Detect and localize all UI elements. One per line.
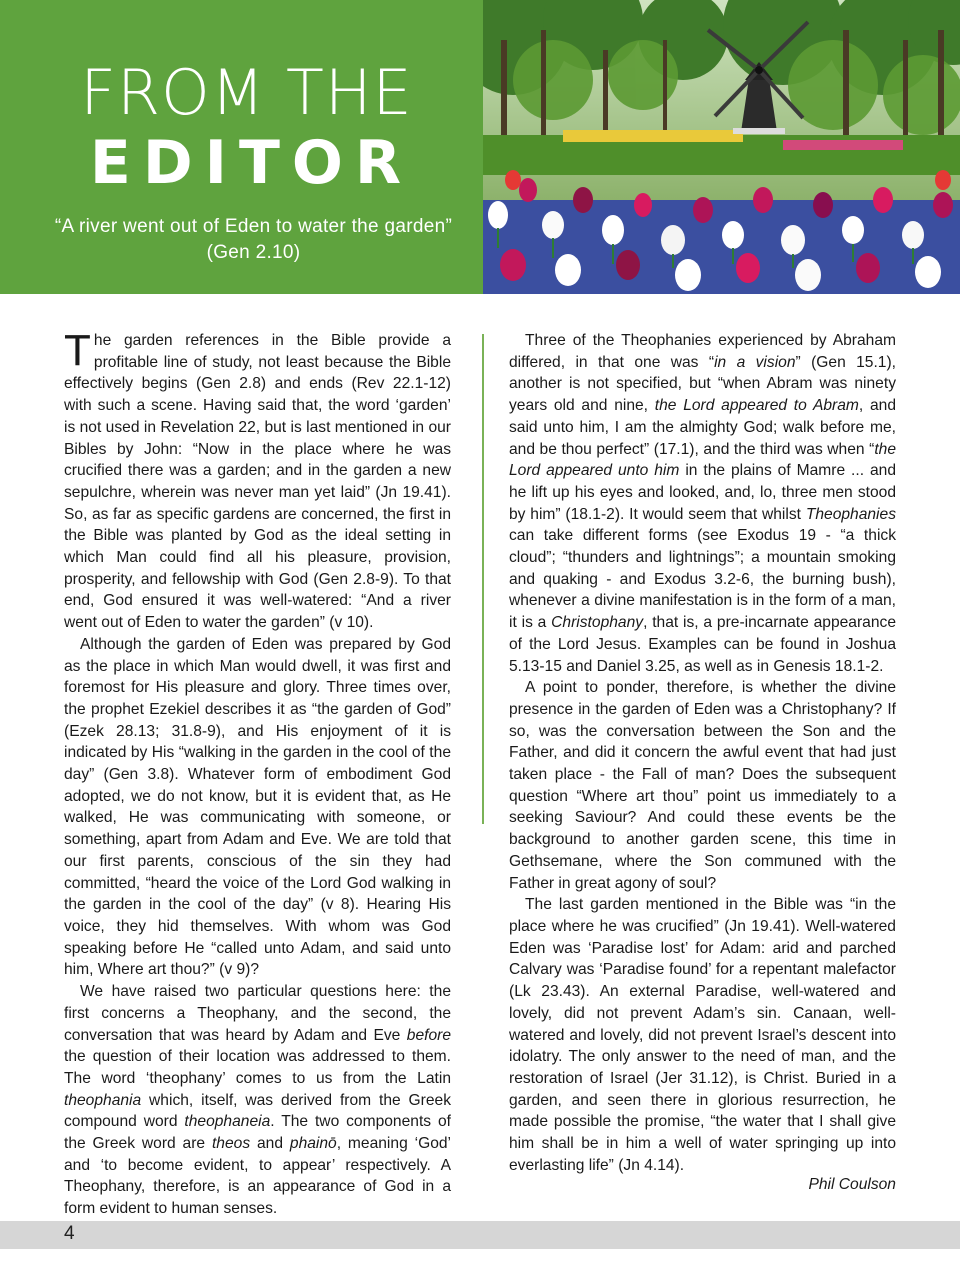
article-left-column xyxy=(64,326,452,1220)
paragraph: Three of the Theophanies experienced by Abraham differed, in that one was “in a vision” (Gen 15.1), another is not specified, but “when Abram was ninety years old and nine, the Lord appeared to Abram, and said unto him, I am the almighty God; walk before me, and be thou perfect” (17.1), and the third was when “the Lord appeared unto him in the plains of Mamre ... and he lift up his eyes and looked, and, lo, three men stood by him” (18.1-2). It would seem that whilst Theophanies can take different forms (see Exodus 19 - “a thick cloud”; “thunders and lightnings”; a mountain smoking and quaking - and Exodus 3.2-6, the burning bush), whenever a divine manifestation is in the form of a man, it is a Christophany, that is, a pre-incarnate appearance of the Lord Jesus. Examples can be found in Joshua 5.13-15 and Daniel 3.25, as well as in Genesis 18.1-2. xyxy=(509,332,897,675)
windmill-tulip-garden-icon xyxy=(483,0,960,294)
page-number: 4 xyxy=(64,1223,75,1244)
paragraph: We have raised two particular questions here: the first concerns a Theophany, and the second, the conversation that was heard by Adam and Eve before the question of their location was addressed to them. The word ‘theophany’ comes to us from the Latin theophania which, itself, was derived from the Greek compound word theophaneia. The two components of the Greek word are theos and phainō, meaning ‘God’ and ‘to become evident, to appear’ respectively. A Theophany, therefore, is an appearance of God in a form evident to human senses. xyxy=(64,983,452,1218)
paragraph: The garden references in the Bible provide a profitable line of study, not least because the Bible effectively begins (Gen 2.8) and ends (Rev 22.1-12) with such a scene. Having said that, the word ‘garden’ is not used in Revelation 22, but is last mentioned in our Bibles by John: “Now in the place where he was crucified there was a garden; and in the garden a new sepulchre, wherein was never man yet laid” (Jn 19.41). So, as far as specific gardens are concerned, the first in the Bible was planted by God as the ideal setting in which Man could find all his pleasure, provision, prosperity, and fellowship with God (Gen 2.8-9). To that end, God ensured it was well-watered: “And a river went out of Eden to water the garden” (v 10). xyxy=(64,326,451,632)
header-quote: “A river went out of Eden to water the garden” (Gen 2.10) xyxy=(54,216,453,263)
drop-cap: T xyxy=(64,326,91,375)
paragraph: A point to ponder, therefore, is whether the divine presence in the garden of Eden was a Christophany? If so, was the conversation between the Son and the Father, and did it concern the awful event that had just taken place - the Fall of man? Does the subsequent question “Where art thou” point us immediately to a seeking Saviour? And could these events be the background to another garden scene, this time in Gethsemane, where the Son communed with the Father in great agony of soul? xyxy=(509,679,896,892)
author-signature: Phil Coulson xyxy=(808,1176,896,1193)
column-divider xyxy=(482,334,484,824)
paragraph: Although the garden of Eden was prepared by God as the place in which Man would dwell, it was first and foremost for His pleasure and glory. Three times over, the prophet Ezekiel describes it as “the garden of God” (Ezek 28.13; 31.8-9), and His enjoyment of it is indicated by His “walking in the garden in the cool of the day” (Gen 3.8). Whatever form of embodiment God adopted, we do not know, but it is evident that, as He walked, He was communicating with someone, or something, apart from Adam and Eve. We are told that our first parents, conscious of the sin they had committed, “heard the voice of the Lord God walking in the garden in the cool of the day” (v 8). Hearing His voice, they hid themselves. With whom was God speaking before He “called unto Adam, and said unto him, Where art thou?” (v 9)? xyxy=(64,635,451,979)
header-title-line1: FROM THE xyxy=(80,56,413,129)
paragraph: The last garden mentioned in the Bible was “in the place where he was crucified” (Jn 19.41). Well-watered Eden was ‘Paradise lost’ for Adam: arid and parched Calvary was ‘Paradise found’ for a repentant malefactor (Lk 23.43). An external Paradise, well-watered and lovely, did not prevent Adam’s sin. Canaan, well-watered and lovely, did not prevent Israel’s descent into idolatry. The only answer to the need of man, and the restoration of Israel (Jer 31.12), is Christ. Buried in a garden, and seen there in glorious resurrection, he made possible the promise, “the water that I shall give him shall be in him a well of water springing up into everlasting life” (Jn 4.14). xyxy=(509,896,896,1174)
footer-bar xyxy=(0,1221,960,1249)
article-right-column xyxy=(509,330,896,1176)
editor-header xyxy=(0,0,483,294)
header-title-line2: EDITOR xyxy=(89,128,414,198)
article-body xyxy=(64,326,898,1218)
